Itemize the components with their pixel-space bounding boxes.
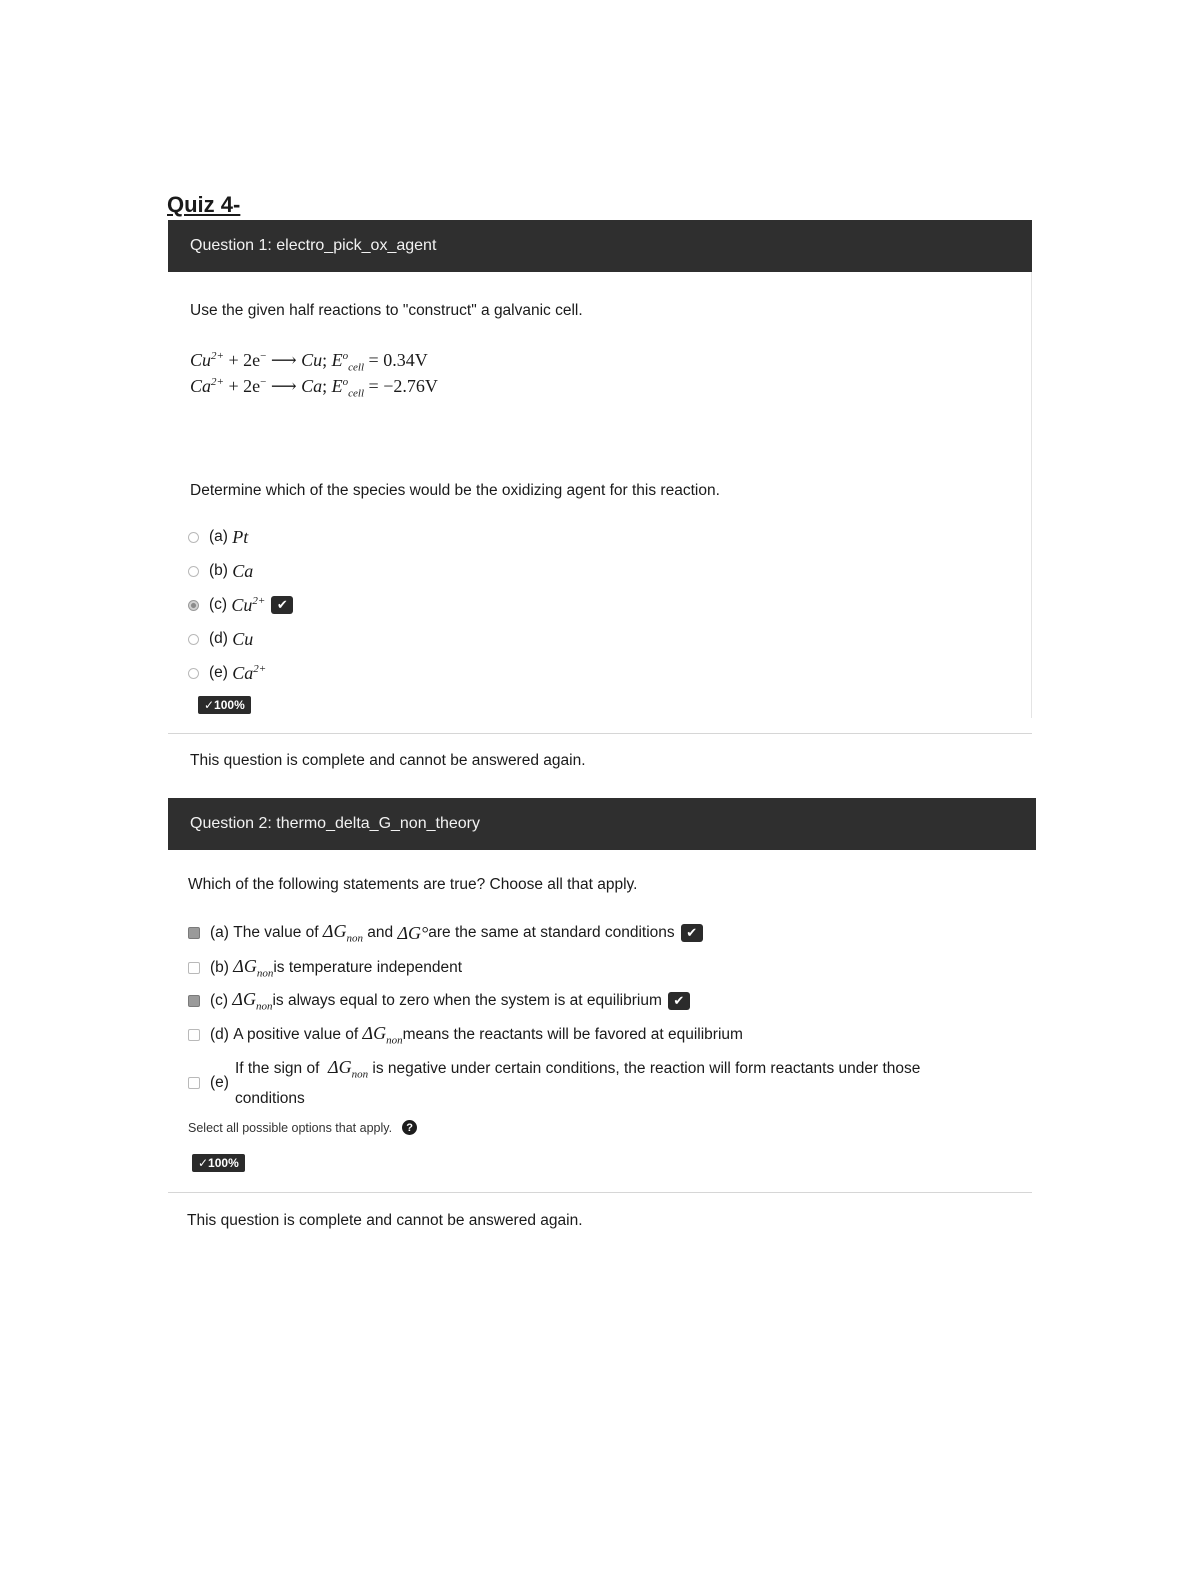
question-2-header: Question 2: thermo_delta_G_non_theory xyxy=(168,798,1036,850)
option-b[interactable] xyxy=(188,558,253,584)
delta-g-non: $\Delta G_{non}$ xyxy=(233,956,274,980)
delta-g-non: $\Delta G_{non}$ xyxy=(362,1023,403,1047)
option-text: If the sign of $\Delta G_{non}$ is negative under certain conditions, the reaction will form reactants under those conditions xyxy=(234,1057,921,1107)
question-1-body xyxy=(168,272,1032,718)
score-badge: ✓100% xyxy=(198,696,251,714)
hint-text: Select all possible options that apply. xyxy=(188,1120,393,1135)
help-icon[interactable]: ? xyxy=(402,1120,417,1135)
question-1-header: Question 1: electro_pick_ox_agent xyxy=(168,220,1032,272)
option-e[interactable] xyxy=(188,660,266,686)
option-text: is always equal to zero when the system is at equilibrium xyxy=(272,992,662,1009)
checkbox[interactable] xyxy=(188,962,200,974)
divider xyxy=(168,733,1032,734)
option-text: is temperature independent xyxy=(273,959,463,976)
option-a[interactable] xyxy=(188,524,248,550)
radio-button[interactable] xyxy=(188,668,199,679)
checkbox[interactable] xyxy=(188,1077,200,1089)
question-1-status: This question is complete and cannot be answered again. xyxy=(190,752,586,769)
delta-g-non: $\Delta G_{non}$ xyxy=(232,989,273,1013)
question-2-status: This question is complete and cannot be answered again. xyxy=(187,1212,583,1229)
option-text: and xyxy=(367,924,394,941)
divider xyxy=(168,1192,1032,1193)
option-label: (e) xyxy=(209,664,228,681)
option-label: (e) xyxy=(210,1074,229,1091)
option-d[interactable] xyxy=(188,1022,743,1048)
option-e[interactable] xyxy=(188,1057,921,1107)
check-icon: ✔ xyxy=(668,992,690,1010)
delta-g-standard: ΔG° xyxy=(397,922,429,943)
question-2-prompt: Which of the following statements are true? Choose all that apply. xyxy=(188,876,638,893)
radio-button[interactable] xyxy=(188,566,199,577)
option-c[interactable] xyxy=(188,592,293,618)
half-reaction-2: $Ca^{2+} + 2e^-$ ⟶ Ca; $E^o_{cell} = -2.76V$ xyxy=(190,376,438,400)
radio-button-selected[interactable] xyxy=(188,600,199,611)
delta-g-non: $\Delta G_{non}$ xyxy=(322,921,363,945)
option-math: $Cu^{2+}$ xyxy=(231,594,266,615)
question-1-intro: Use the given half reactions to "construct" a galvanic cell. xyxy=(190,302,583,319)
option-label: (b) xyxy=(210,959,229,976)
checkbox-checked[interactable] xyxy=(188,927,200,939)
option-math: $Ca^{2+}$ xyxy=(232,662,267,683)
half-reaction-1: $Cu^{2+} + 2e^-$ ⟶ Cu; $E^o_{cell} = 0.34V$ xyxy=(190,350,428,374)
checkbox-checked[interactable] xyxy=(188,995,200,1007)
page-title: Quiz 4- xyxy=(167,192,241,217)
option-d[interactable] xyxy=(188,626,253,652)
option-label: (a) xyxy=(209,528,228,545)
question-1-prompt: Determine which of the species would be the oxidizing agent for this reaction. xyxy=(190,482,720,499)
option-b[interactable] xyxy=(188,955,462,981)
option-text: A positive value of xyxy=(233,1026,359,1043)
option-label: (c) xyxy=(209,596,228,613)
checkbox[interactable] xyxy=(188,1029,200,1041)
check-icon: ✔ xyxy=(681,924,703,942)
option-label: (d) xyxy=(210,1026,229,1043)
option-text: are the same at standard conditions xyxy=(428,924,675,941)
check-icon: ✔ xyxy=(271,596,293,614)
option-label: (d) xyxy=(209,630,228,647)
option-label: (a) xyxy=(210,924,229,941)
option-math: Ca xyxy=(232,560,254,581)
select-hint xyxy=(188,1120,417,1135)
option-text: The value of xyxy=(233,924,319,941)
option-math: Cu xyxy=(232,628,254,649)
question-2-body xyxy=(168,850,1036,1180)
score-badge: ✓100% xyxy=(192,1154,245,1172)
option-a[interactable] xyxy=(188,920,703,946)
option-math: Pt xyxy=(232,526,249,547)
option-label: (b) xyxy=(209,562,228,579)
option-c[interactable] xyxy=(188,988,690,1014)
radio-button[interactable] xyxy=(188,532,199,543)
option-text: means the reactants will be favored at equilibrium xyxy=(402,1026,743,1043)
option-label: (c) xyxy=(210,992,229,1009)
radio-button[interactable] xyxy=(188,634,199,645)
